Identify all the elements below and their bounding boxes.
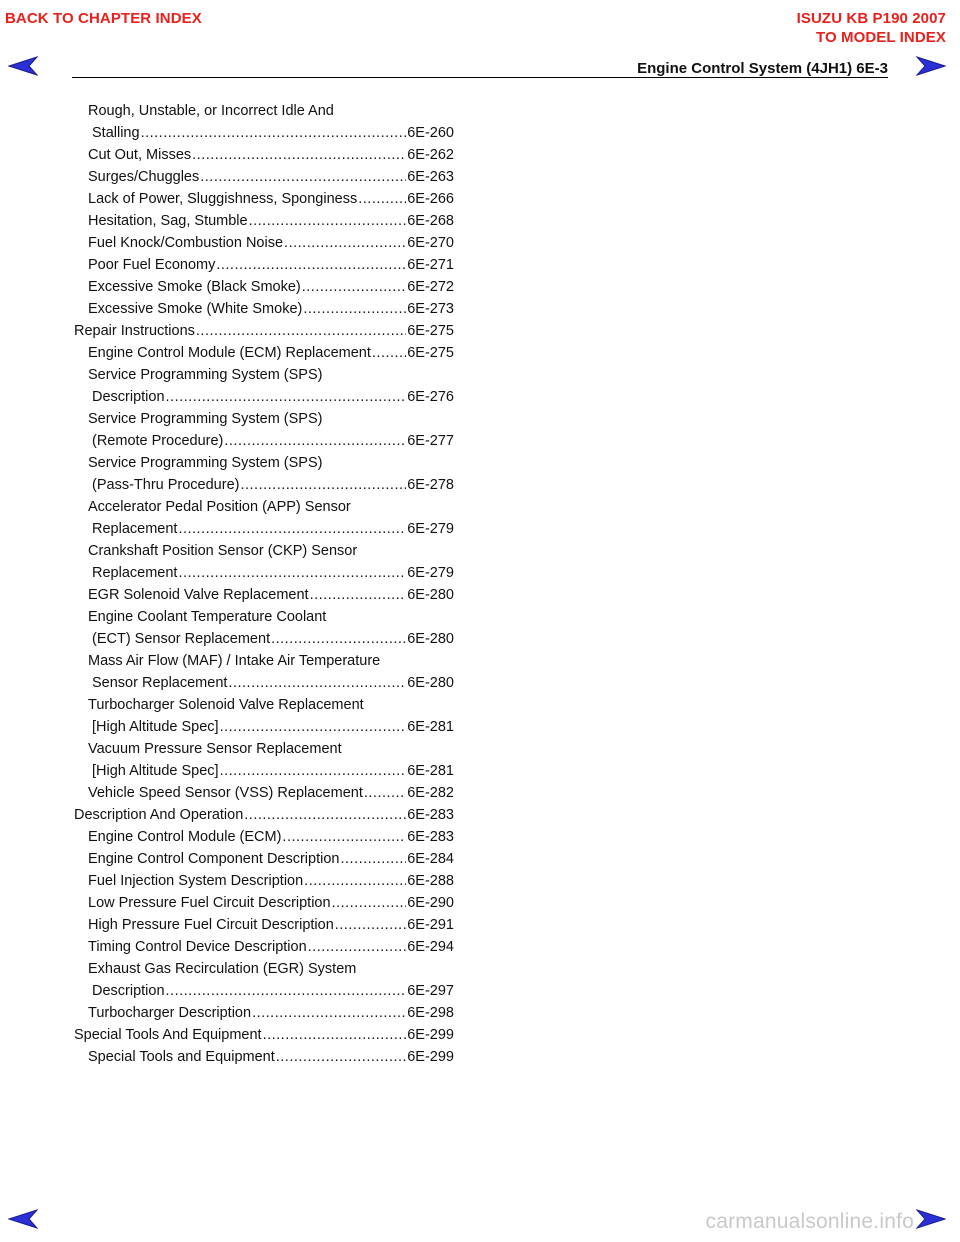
model-title-link[interactable]: ISUZU KB P190 2007	[796, 10, 946, 27]
toc-page-number: 6E-281	[407, 719, 454, 735]
toc-dot-leader	[240, 474, 406, 496]
toc-page-number: 6E-299	[407, 1049, 454, 1065]
toc-page-number: 6E-279	[407, 565, 454, 581]
toc-dot-leader	[302, 276, 407, 298]
toc-dot-leader	[358, 188, 406, 210]
toc-entry[interactable]	[74, 826, 454, 848]
toc-dot-leader	[252, 1002, 406, 1024]
toc-dot-leader	[196, 320, 406, 342]
toc-entry-title: Excessive Smoke (Black Smoke)	[88, 279, 301, 295]
toc-dot-leader	[364, 782, 406, 804]
toc-entry-title: Rough, Unstable, or Incorrect Idle And	[88, 103, 334, 119]
toc-entry[interactable]	[74, 408, 454, 430]
toc-entry[interactable]	[74, 738, 454, 760]
toc-dot-leader	[220, 760, 407, 782]
toc-dot-leader	[178, 518, 406, 540]
toc-entry-title: Crankshaft Position Sensor (CKP) Sensor	[88, 543, 358, 559]
toc-page-number: 6E-279	[407, 521, 454, 537]
toc-entry-title: Excessive Smoke (White Smoke)	[88, 301, 303, 317]
toc-page-number: 6E-273	[407, 301, 454, 317]
toc-entry-title: Fuel Injection System Description	[88, 873, 304, 889]
prev-page-arrow-icon[interactable]	[8, 1209, 38, 1229]
toc-entry[interactable]	[74, 232, 454, 254]
toc-entry[interactable]	[74, 936, 454, 958]
toc-page-number: 6E-290	[407, 895, 454, 911]
toc-page-number: 6E-283	[407, 829, 454, 845]
table-of-contents	[74, 100, 454, 1068]
toc-entry-title: (Remote Procedure)	[92, 433, 224, 449]
toc-dot-leader	[263, 1024, 407, 1046]
toc-page-number: 6E-276	[407, 389, 454, 405]
toc-entry-title: Turbocharger Description	[88, 1005, 252, 1021]
toc-dot-leader	[178, 562, 406, 584]
toc-page-number: 6E-266	[407, 191, 454, 207]
toc-page-number: 6E-275	[407, 345, 454, 361]
toc-entry[interactable]	[74, 1024, 454, 1046]
toc-dot-leader	[228, 672, 406, 694]
toc-dot-leader	[220, 716, 407, 738]
toc-entry-title: Repair Instructions	[74, 323, 195, 339]
toc-entry[interactable]	[74, 584, 454, 606]
toc-entry-title: Service Programming System (SPS)	[88, 411, 323, 427]
toc-page-number: 6E-277	[407, 433, 454, 449]
toc-entry[interactable]	[74, 210, 454, 232]
toc-dot-leader	[335, 914, 406, 936]
toc-entry-title: Service Programming System (SPS)	[88, 455, 323, 471]
toc-entry-title: Mass Air Flow (MAF) / Intake Air Temperature	[88, 653, 381, 669]
toc-dot-leader	[166, 386, 407, 408]
toc-dot-leader	[332, 892, 407, 914]
toc-entry[interactable]	[74, 452, 454, 474]
toc-page-number: 6E-299	[407, 1027, 454, 1043]
toc-entry[interactable]	[74, 958, 454, 980]
toc-entry[interactable]	[74, 892, 454, 914]
toc-dot-leader	[192, 144, 406, 166]
toc-page-number: 6E-268	[407, 213, 454, 229]
toc-entry-title: Sensor Replacement	[92, 675, 228, 691]
toc-entry-title: Exhaust Gas Recirculation (EGR) System	[88, 961, 357, 977]
toc-entry[interactable]	[74, 914, 454, 936]
toc-page-number: 6E-280	[407, 675, 454, 691]
toc-entry[interactable]	[74, 166, 454, 188]
toc-dot-leader	[304, 870, 406, 892]
toc-page-number: 6E-271	[407, 257, 454, 273]
toc-page-number: 6E-283	[407, 807, 454, 823]
toc-entry-title: Low Pressure Fuel Circuit Description	[88, 895, 331, 911]
toc-entry[interactable]	[74, 1002, 454, 1024]
toc-entry[interactable]	[74, 716, 454, 738]
toc-page-number: 6E-278	[407, 477, 454, 493]
toc-entry[interactable]	[74, 518, 454, 540]
toc-entry[interactable]	[74, 298, 454, 320]
toc-page-number: 6E-282	[407, 785, 454, 801]
toc-entry-title: Engine Coolant Temperature Coolant	[88, 609, 327, 625]
toc-dot-leader	[141, 122, 407, 144]
toc-page-number: 6E-272	[407, 279, 454, 295]
toc-page-number: 6E-291	[407, 917, 454, 933]
toc-entry-title: Replacement	[92, 521, 178, 537]
toc-entry-title: Special Tools and Equipment	[88, 1049, 275, 1065]
toc-page-number: 6E-294	[407, 939, 454, 955]
toc-entry-title: Replacement	[92, 565, 178, 581]
toc-entry-title: Cut Out, Misses	[88, 147, 192, 163]
toc-entry-title: Engine Control Module (ECM) Replacement	[88, 345, 371, 361]
toc-page-number: 6E-288	[407, 873, 454, 889]
toc-page-number: 6E-284	[407, 851, 454, 867]
toc-entry[interactable]	[74, 496, 454, 518]
toc-dot-leader	[244, 804, 406, 826]
page-header-title: Engine Control System (4JH1) 6E-3	[637, 60, 888, 77]
toc-page-number: 6E-280	[407, 631, 454, 647]
toc-dot-leader	[284, 232, 406, 254]
toc-page-number: 6E-260	[407, 125, 454, 141]
to-model-index-link[interactable]: TO MODEL INDEX	[815, 29, 946, 46]
watermark-text: carmanualsonline.info	[705, 1210, 914, 1233]
toc-entry[interactable]	[74, 430, 454, 452]
toc-page-number: 6E-298	[407, 1005, 454, 1021]
toc-entry-title: Lack of Power, Sluggishness, Sponginess	[88, 191, 358, 207]
toc-entry[interactable]	[74, 650, 454, 672]
toc-entry[interactable]	[74, 320, 454, 342]
toc-entry-title: Surges/Chuggles	[88, 169, 200, 185]
toc-entry-title: Timing Control Device Description	[88, 939, 307, 955]
toc-dot-leader	[249, 210, 407, 232]
toc-dot-leader	[276, 1046, 406, 1068]
toc-entry-title: (Pass-Thru Procedure)	[92, 477, 240, 493]
toc-entry[interactable]	[74, 100, 454, 122]
next-page-arrow-icon[interactable]	[916, 56, 946, 76]
toc-page-number: 6E-275	[407, 323, 454, 339]
toc-entry-title: Engine Control Component Description	[88, 851, 340, 867]
toc-entry[interactable]	[74, 122, 454, 144]
toc-dot-leader	[271, 628, 406, 650]
toc-entry[interactable]	[74, 804, 454, 826]
toc-entry-title: Description	[92, 983, 165, 999]
toc-entry-title: Accelerator Pedal Position (APP) Sensor	[88, 499, 351, 515]
toc-dot-leader	[310, 584, 407, 606]
toc-entry[interactable]	[74, 672, 454, 694]
header-divider	[72, 77, 888, 78]
toc-entry[interactable]	[74, 848, 454, 870]
next-page-arrow-icon[interactable]	[916, 1209, 946, 1229]
toc-entry-title: Service Programming System (SPS)	[88, 367, 323, 383]
toc-page-number: 6E-270	[407, 235, 454, 251]
toc-entry-title: Special Tools And Equipment	[74, 1027, 262, 1043]
toc-entry-title: Description	[92, 389, 165, 405]
toc-dot-leader	[308, 936, 407, 958]
toc-entry-title: Engine Control Module (ECM)	[88, 829, 282, 845]
toc-dot-leader	[340, 848, 406, 870]
toc-page-number: 6E-297	[407, 983, 454, 999]
toc-entry[interactable]	[74, 188, 454, 210]
toc-entry[interactable]	[74, 980, 454, 1002]
toc-entry[interactable]	[74, 694, 454, 716]
toc-dot-leader	[282, 826, 406, 848]
toc-page-number: 6E-263	[407, 169, 454, 185]
toc-entry[interactable]	[74, 364, 454, 386]
toc-entry-title: [High Altitude Spec]	[92, 763, 219, 779]
toc-page-number: 6E-262	[407, 147, 454, 163]
prev-page-arrow-icon[interactable]	[8, 56, 38, 76]
toc-entry-title: Stalling	[92, 125, 140, 141]
toc-entry-title: EGR Solenoid Valve Replacement	[88, 587, 309, 603]
toc-entry[interactable]	[74, 144, 454, 166]
toc-entry-title: Fuel Knock/Combustion Noise	[88, 235, 284, 251]
toc-entry[interactable]	[74, 254, 454, 276]
toc-entry-title: Turbocharger Solenoid Valve Replacement	[88, 697, 364, 713]
toc-dot-leader	[224, 430, 406, 452]
toc-entry-title: (ECT) Sensor Replacement	[92, 631, 271, 647]
toc-page-number: 6E-280	[407, 587, 454, 603]
back-to-chapter-index-link[interactable]: BACK TO CHAPTER INDEX	[5, 10, 202, 27]
toc-entry[interactable]	[74, 474, 454, 496]
toc-entry[interactable]	[74, 562, 454, 584]
toc-entry-title: High Pressure Fuel Circuit Description	[88, 917, 334, 933]
toc-entry-title: Description And Operation	[74, 807, 244, 823]
toc-entry[interactable]	[74, 760, 454, 782]
toc-entry-title: Poor Fuel Economy	[88, 257, 216, 273]
toc-entry[interactable]	[74, 540, 454, 562]
toc-entry[interactable]	[74, 276, 454, 298]
toc-entry-title: [High Altitude Spec]	[92, 719, 219, 735]
toc-entry[interactable]	[74, 782, 454, 804]
toc-entry-title: Hesitation, Sag, Stumble	[88, 213, 248, 229]
toc-dot-leader	[372, 342, 406, 364]
toc-page-number: 6E-281	[407, 763, 454, 779]
toc-entry[interactable]	[74, 606, 454, 628]
toc-entry[interactable]	[74, 386, 454, 408]
toc-dot-leader	[200, 166, 406, 188]
toc-entry-title: Vacuum Pressure Sensor Replacement	[88, 741, 342, 757]
toc-dot-leader	[166, 980, 407, 1002]
toc-entry[interactable]	[74, 628, 454, 650]
toc-entry[interactable]	[74, 1046, 454, 1068]
toc-dot-leader	[303, 298, 406, 320]
toc-entry[interactable]	[74, 870, 454, 892]
toc-entry-title: Vehicle Speed Sensor (VSS) Replacement	[88, 785, 363, 801]
toc-dot-leader	[216, 254, 406, 276]
toc-entry[interactable]	[74, 342, 454, 364]
